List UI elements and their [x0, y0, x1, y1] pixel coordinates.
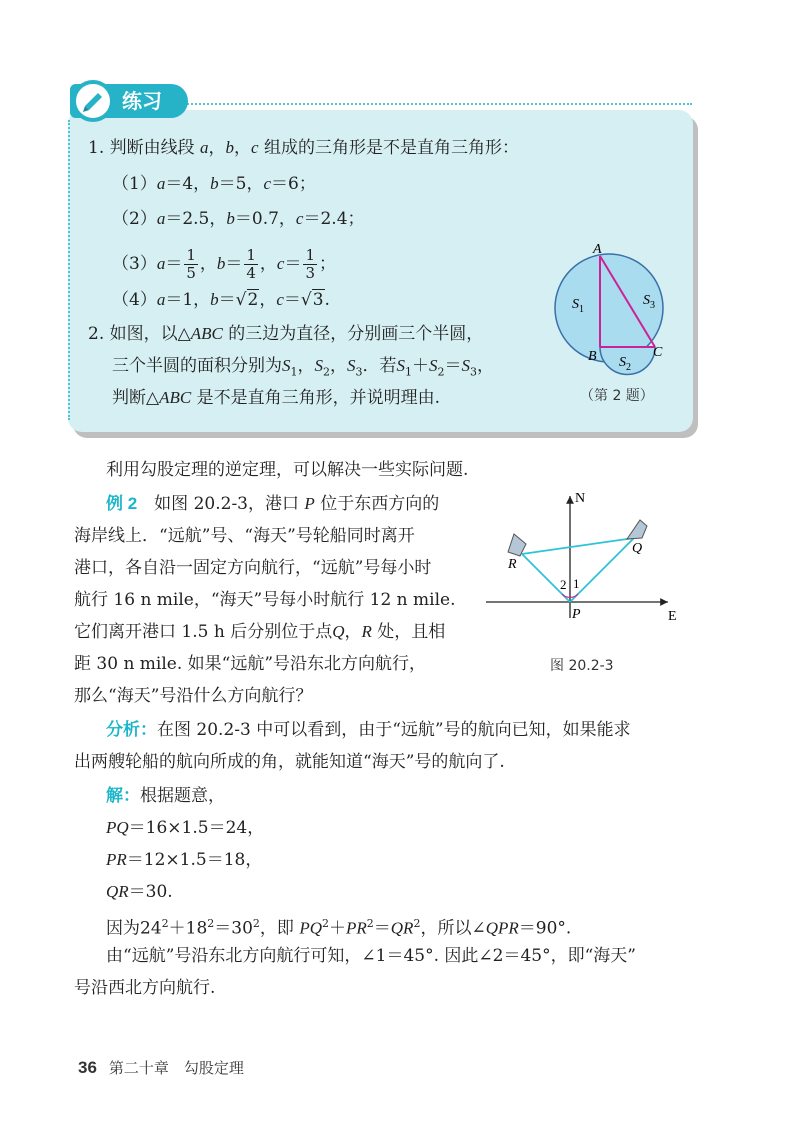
- path-qr: [522, 538, 634, 554]
- path-pq: [570, 538, 634, 602]
- page-number: 36: [78, 1058, 97, 1077]
- exercise-left-divider: [68, 120, 70, 420]
- ship-haitian-icon: [627, 520, 647, 539]
- solution-qr: QR＝30.: [106, 882, 173, 902]
- solution-line-1: 解：根据题意，: [106, 786, 225, 806]
- label-angle-2: 2: [560, 577, 567, 592]
- label-b: B: [588, 349, 597, 364]
- question-1-item-3: （3）a＝ $\frac{1}{5}$ ，b＝ $\frac{1}{4}$ ，c＝ $\frac{1}{3}$ ；: [112, 246, 337, 282]
- solution-pr: PR＝12×1.5＝18，: [106, 850, 263, 870]
- example-2-line-5: 它们离开港口 1.5 h 后分别位于点Q，R 处，且相: [74, 622, 446, 642]
- question-2-line-2: 三个半圆的面积分别为$S_1$，$S_2$，$S_3$．若$S_1+S_2=S_3$，: [112, 356, 494, 379]
- analysis-line-1: 分析：在图 20.2-3 中可以看到，由于“远航”号的航向已知，如果能求: [106, 720, 631, 740]
- question-1: 1. 判断由线段 a，b，c 组成的三角形是不是直角三角形：: [88, 138, 519, 158]
- label-angle-1: 1: [573, 576, 580, 591]
- semicircles-figure: [545, 238, 695, 378]
- label-s1: $S_1$: [572, 297, 584, 315]
- example-2-label: 例 2: [106, 494, 138, 513]
- exercise-badge-label: 练习: [122, 89, 162, 113]
- example-2-line-3: 港口，各自沿一固定方向航行，“远航”号每小时: [74, 558, 432, 578]
- navigation-figure: [482, 486, 682, 626]
- example-2-line-4: 航行 16 n mile，“海天”号每小时航行 12 n mile.: [74, 590, 456, 610]
- example-2-line-2: 海岸线上．“远航”号、“海天”号轮船同时离开: [74, 526, 415, 546]
- solution-label: 解：: [106, 786, 140, 805]
- solution-line-7: 号沿西北方向航行.: [74, 978, 216, 998]
- label-q: Q: [632, 541, 643, 556]
- analysis-label: 分析：: [106, 720, 157, 739]
- chapter-title: 第二十章 勾股定理: [108, 1059, 244, 1077]
- solution-line-5: 因为$24^2+18^2=30^2$，即 $PQ^2+PR^2=QR^2$，所以∠QPR＝90°.: [106, 917, 572, 939]
- exercise-header-divider: [180, 103, 692, 105]
- question-2-line-3: 判断△ABC 是不是直角三角形，并说明理由.: [112, 388, 440, 408]
- intro-text: 利用勾股定理的逆定理，可以解决一些实际问题.: [106, 460, 469, 480]
- label-p: P: [572, 607, 581, 622]
- figure-caption-20-2-3: 图 20.2-3: [550, 658, 614, 674]
- figure-caption-q2: （第 2 题）: [580, 388, 654, 404]
- pencil-icon: [72, 80, 114, 122]
- label-s2: $S_2$: [619, 355, 631, 373]
- label-e: E: [668, 609, 677, 624]
- label-c: C: [653, 345, 663, 360]
- question-1-item-2: （2）a＝2.5，b＝0.7，c＝2.4；: [112, 209, 365, 229]
- page-footer: [78, 1057, 244, 1078]
- question-1-item-1: （1）a＝4，b＝5，c＝6；: [112, 174, 316, 194]
- ship-yuanhang-icon: [508, 534, 526, 556]
- question-2-line-1: 2. 如图，以△ABC 的三边为直径，分别画三个半圆，: [88, 324, 484, 344]
- label-r: R: [508, 557, 517, 572]
- example-2-line-1: 例 2 如图 20.2-3，港口 P 位于东西方向的: [106, 494, 440, 514]
- analysis-line-2: 出两艘轮船的航向所成的角，就能知道“海天”号的航向了.: [74, 752, 505, 772]
- solution-line-6: 由“远航”号沿东北方向航行可知，∠1＝45°. 因此∠2＝45°，即“海天”: [106, 946, 636, 966]
- label-n: N: [575, 491, 586, 506]
- example-2-line-6: 距 30 n mile. 如果“远航”号沿东北方向航行，: [74, 654, 427, 674]
- solution-pq: PQ＝16×1.5＝24，: [106, 818, 265, 838]
- label-s3: $S_3$: [643, 293, 655, 311]
- question-1-item-4: （4）a＝1，b＝√2，c＝√3.: [112, 290, 330, 310]
- label-a: A: [593, 242, 602, 257]
- example-2-line-7: 那么“海天”号沿什么方向航行？: [74, 686, 313, 706]
